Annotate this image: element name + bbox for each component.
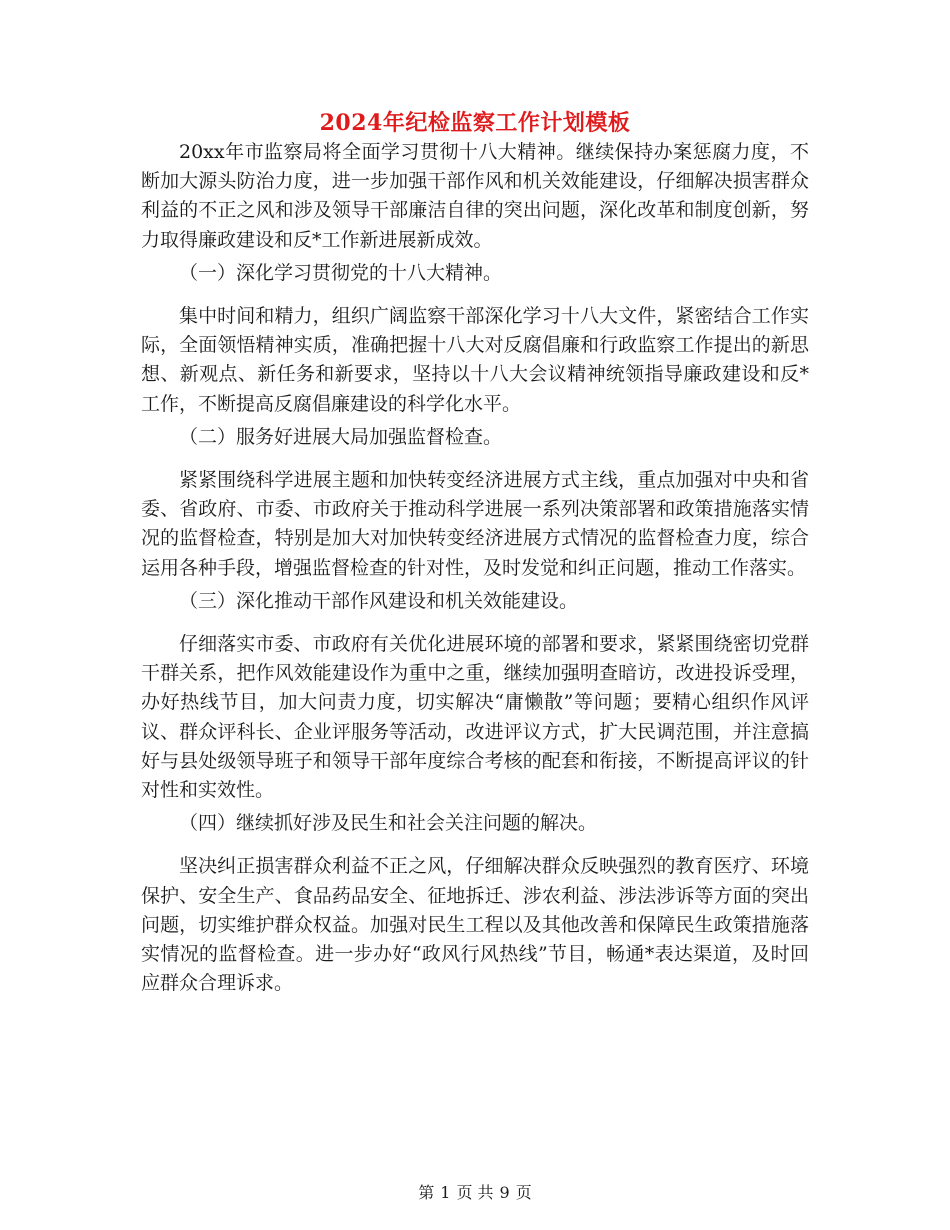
- section-heading-4: （四）继续抓好涉及民生和社会关注问题的解决。: [179, 812, 598, 835]
- footer-suffix: 页: [515, 1183, 532, 1202]
- section-heading-3: （三）深化推动干部作风建设和机关效能建设。: [179, 589, 579, 612]
- section-body-1: 集中时间和精力，组织广阔监察干部深化学习十八大文件，紧密结合工作实际，全面领悟精神实质，准确把握十八大对反腐倡廉和行政监察工作提出的新思想、新观点、新任务和新要求，坚持以十八大会议精神统领指导廉政建设和反*工作，不断提高反腐倡廉建设的科学化水平。: [141, 305, 809, 415]
- section-body-3: 仔细落实市委、市政府有关优化进展环境的部署和要求，紧紧围绕密切党群干群关系，把作风效能建设作为重中之重，继续加强明查暗访，改进投诉受理，办好热线节目，加大问责力度，切实解决“庸懒散”等问题；要精心组织作风评议、群众评科长、企业评服务等活动，改进评议方式，扩大民调范围，并注意搞好与县处级领导班子和领导干部年度综合考核的配套和衔接，不断提高评议的针对性和实效性。: [141, 633, 809, 802]
- footer-middle: 页 共: [456, 1183, 494, 1202]
- section-body-4: 坚决纠正损害群众利益不正之风，仔细解决群众反映强烈的教育医疗、环境保护、安全生产、食品药品安全、征地拆迁、涉农利益、涉法涉诉等方面的突出问题，切实维护群众权益。加强对民生工程以及其他改善和保障民生政策措施落实情况的监督检查。进一步办好“政风行风热线”节目，畅通*表达渠道，及时回应群众合理诉求。: [141, 855, 809, 995]
- footer-page-number: 1: [440, 1183, 451, 1202]
- section-body-2: 紧紧围绕科学进展主题和加快转变经济进展方式主线，重点加强对中央和省委、省政府、市委、市政府关于推动科学进展一系列决策部署和政策措施落实情况的监督检查，特别是加大对加快转变经济进展方式情况的监督检查力度，综合运用各种手段，增强监督检查的针对性，及时发觉和纠正问题，推动工作落实。: [141, 469, 809, 579]
- document-body: [141, 138, 809, 1002]
- footer-prefix: 第: [418, 1183, 435, 1202]
- section-heading-2: （二）服务好进展大局加强监督检查。: [179, 425, 503, 448]
- page-footer: [0, 1182, 950, 1204]
- footer-total-pages: 9: [499, 1183, 510, 1202]
- section-heading-1: （一）深化学习贯彻党的十八大精神。: [179, 261, 503, 284]
- document-title: 2024年纪检监察工作计划模板: [319, 110, 631, 136]
- intro-paragraph: 20xx年市监察局将全面学习贯彻十八大精神。继续保持办案惩腐力度，不断加大源头防治力度，进一步加强干部作风和机关效能建设，仔细解决损害群众利益的不正之风和涉及领导干部廉洁自律的突出问题，深化改革和制度创新，努力取得廉政建设和反*工作新进展新成效。: [141, 141, 809, 251]
